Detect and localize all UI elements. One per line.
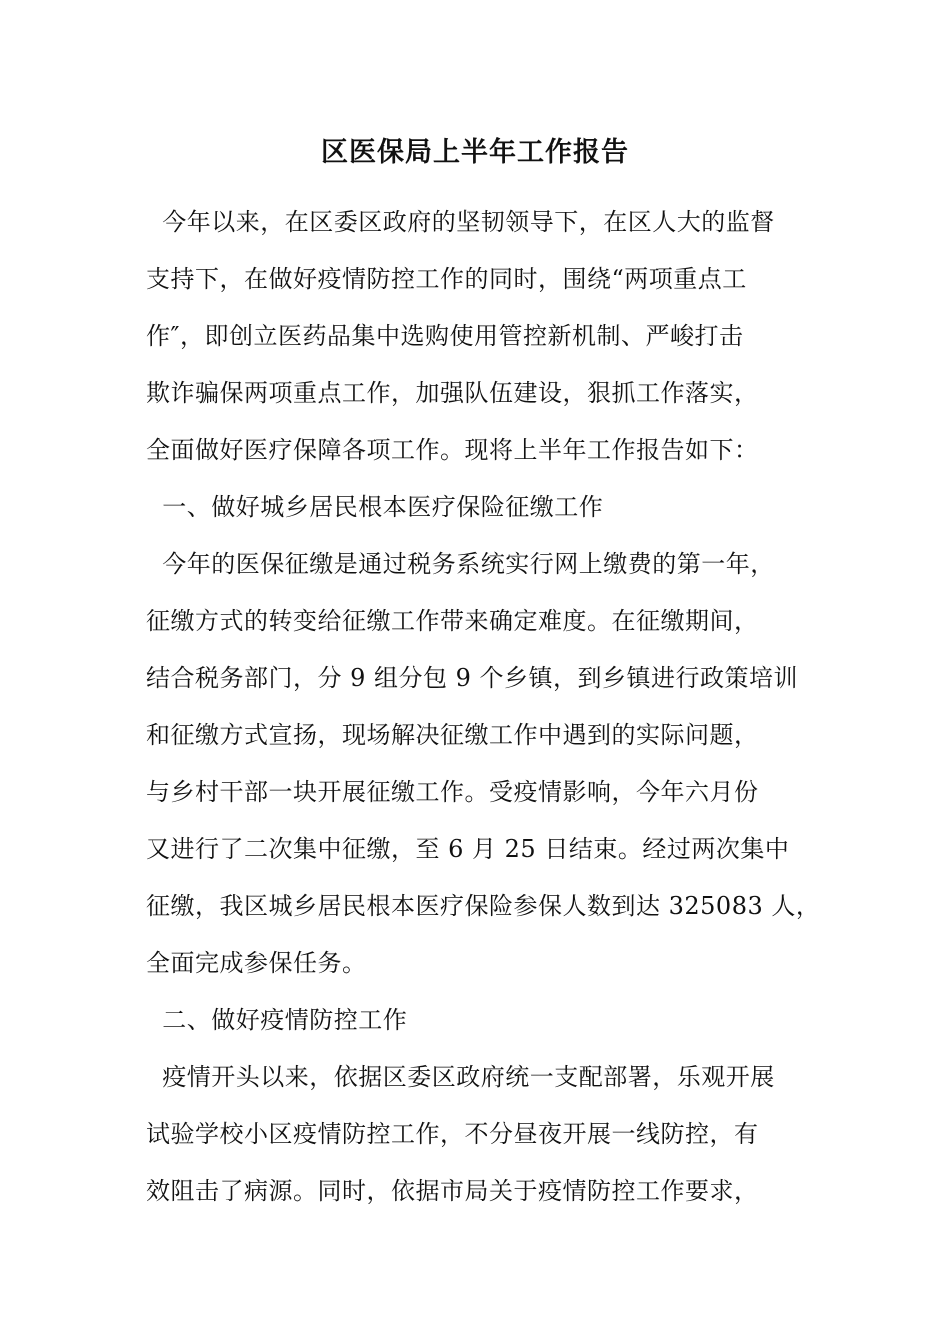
paragraph-line: 又进行了二次集中征缴，至 6 月 25 日结束。经过两次集中 [146, 835, 790, 863]
paragraph-line: 支持下，在做好疫情防控工作的同时，围绕“两项重点工 [146, 265, 747, 293]
paragraph-line: 与乡村干部一块开展征缴工作。受疫情影响，今年六月份 [146, 778, 759, 806]
paragraph-line: 结合税务部门，分 9 组分包 9 个乡镇，到乡镇进行政策培训 [146, 664, 799, 692]
paragraph-line: 欺诈骗保两项重点工作，加强队伍建设，狠抓工作落实， [146, 379, 759, 407]
paragraph-line: 征缴方式的转变给征缴工作带来确定难度。在征缴期间， [146, 607, 759, 635]
paragraph-line: 全面完成参保任务。 [146, 949, 367, 977]
paragraph-line: 征缴，我区城乡居民根本医疗保险参保人数到达 325083 人， [146, 892, 821, 920]
document-title: 区医保局上半年工作报告 [321, 137, 629, 168]
paragraph-line: 全面做好医疗保障各项工作。现将上半年工作报告如下： [146, 436, 759, 464]
paragraph-line: 和征缴方式宣扬，现场解决征缴工作中遇到的实际问题， [146, 721, 759, 749]
paragraph-line: 效阻击了病源。同时，依据市局关于疫情防控工作要求， [146, 1177, 759, 1205]
paragraph-line: 疫情开头以来，依据区委区政府统一支配部署，乐观开展 [146, 1063, 775, 1091]
section-heading: 二、做好疫情防控工作 [146, 1006, 408, 1034]
paragraph-line: 今年以来，在区委区政府的坚韧领导下，在区人大的监督 [146, 208, 775, 236]
paragraph-line: 今年的医保征缴是通过税务系统实行网上缴费的第一年， [146, 550, 775, 578]
paragraph-line: 试验学校小区疫情防控工作，不分昼夜开展一线防控，有 [146, 1120, 759, 1148]
section-heading: 一、做好城乡居民根本医疗保险征缴工作 [146, 493, 604, 521]
paragraph-line: 作″，即创立医药品集中选购使用管控新机制、严峻打击 [146, 322, 744, 350]
